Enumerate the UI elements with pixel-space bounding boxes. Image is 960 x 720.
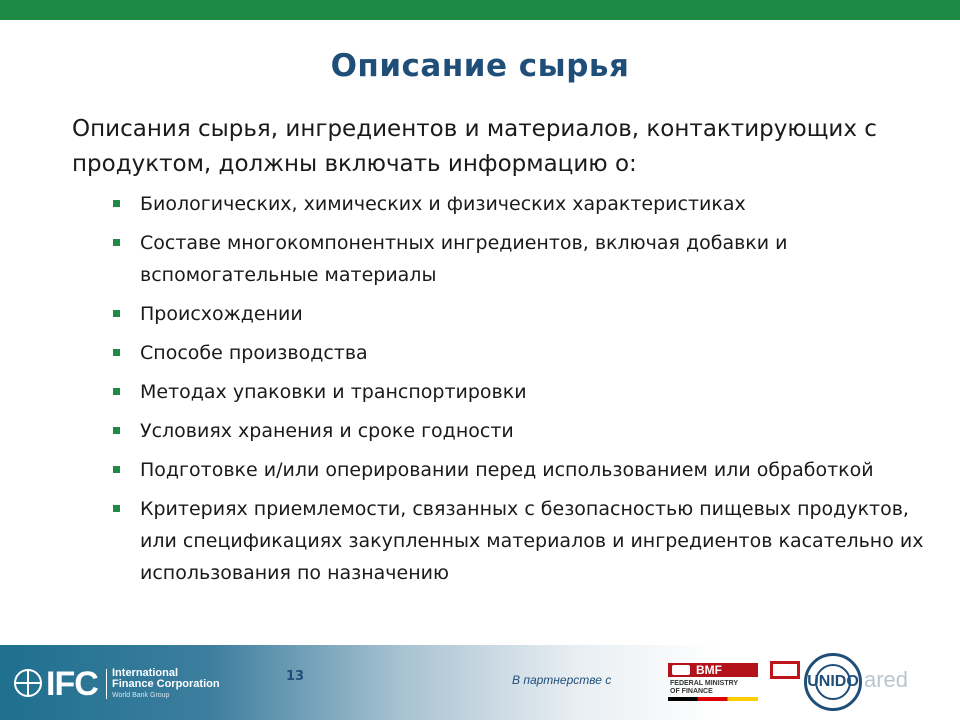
- unido-mark: UNIDO: [807, 673, 859, 690]
- ifc-mark: IFC: [46, 665, 98, 703]
- eagle-icon: [672, 665, 690, 675]
- slide-title: Описание сырья: [330, 48, 630, 84]
- bullet-text: Методах упаковки и транспортировки: [140, 381, 527, 403]
- bullet-item: [140, 415, 932, 447]
- square-bullet-icon: [113, 310, 120, 317]
- bmf-name-line1: FEDERAL MINISTRY: [670, 680, 739, 687]
- german-flag-stripe: [668, 697, 758, 701]
- bullet-item: [140, 454, 932, 486]
- ifc-name-line1: International: [112, 667, 179, 679]
- bullet-text: Условиях хранения и сроке годности: [140, 420, 514, 442]
- bmf-banner: [668, 663, 758, 677]
- bullet-item: [140, 188, 932, 220]
- top-accent-bar: [0, 0, 960, 20]
- square-bullet-icon: [113, 388, 120, 395]
- bullet-text: Биологических, химических и физических характеристиках: [140, 193, 746, 215]
- square-bullet-icon: [113, 466, 120, 473]
- bmf-logo: [668, 663, 762, 705]
- intro-text: Описания сырья, ингредиентов и материалов, контактирующих с продуктом, должны включать информацию о:: [72, 116, 877, 177]
- bullet-item: [140, 376, 932, 408]
- square-bullet-icon: [113, 505, 120, 512]
- bullet-text: Происхождении: [140, 303, 303, 325]
- unido-suffix: ared: [864, 667, 909, 692]
- page-number: 13: [286, 669, 305, 684]
- square-bullet-icon: [113, 427, 120, 434]
- ifc-name: [112, 668, 220, 701]
- ifc-name-line3: World Bank Group: [112, 692, 170, 699]
- ifc-name-line2: Finance Corporation: [112, 678, 220, 690]
- bmf-name-line2: OF FINANCE: [670, 688, 713, 695]
- bmf-name: [670, 680, 738, 696]
- square-bullet-icon: [113, 239, 120, 246]
- bullet-item: [140, 337, 932, 369]
- slide-body: [72, 112, 932, 596]
- square-bullet-icon: [113, 200, 120, 207]
- globe-icon: [14, 669, 42, 697]
- unido-logo: [770, 649, 930, 719]
- bullet-item: [140, 298, 932, 330]
- partner-text: В партнерстве с: [512, 673, 612, 687]
- bullet-text: Критериях приемлемости, связанных с безопасностью пищевых продуктов, или спецификациях закупленных материалов и ингредиентов касательно их использования по назначению: [140, 498, 924, 584]
- bullet-text: Подготовке и/или оперировании перед использованием или обработкой: [140, 459, 874, 481]
- bullet-item: [140, 227, 932, 291]
- red-frame-icon: [770, 661, 800, 679]
- bullet-list: [72, 188, 932, 589]
- square-bullet-icon: [113, 349, 120, 356]
- bullet-text: Составе многокомпонентных ингредиентов, включая добавки и вспомогательные материалы: [140, 232, 788, 286]
- ifc-logo: [14, 665, 234, 705]
- logo-divider: [106, 669, 107, 699]
- bmf-mark: BMF: [696, 663, 722, 677]
- bullet-text: Способе производства: [140, 342, 368, 364]
- bullet-item: [140, 493, 932, 589]
- footer-bar: [0, 645, 960, 720]
